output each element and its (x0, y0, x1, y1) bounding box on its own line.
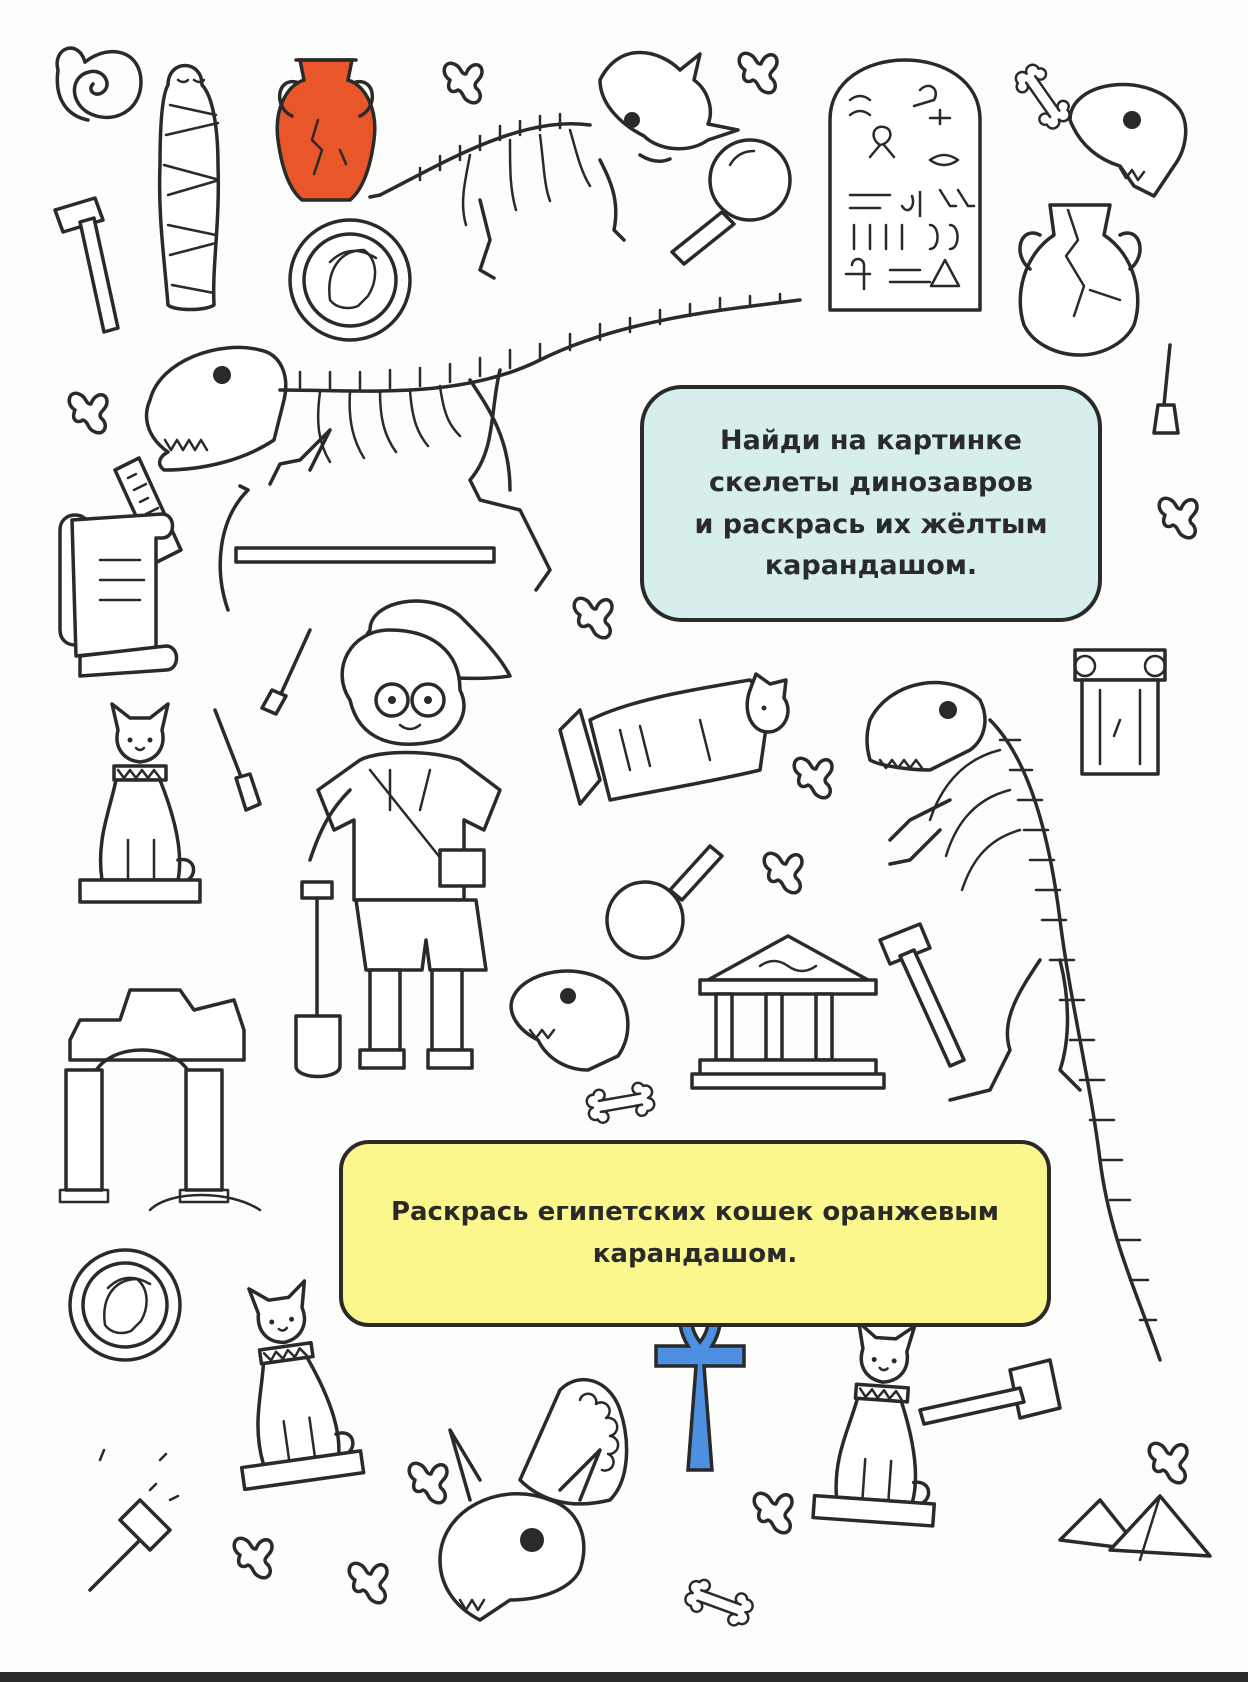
dino-skull-icon (1070, 85, 1186, 196)
hammer-icon (880, 924, 964, 1066)
archaeologist-girl-icon (310, 601, 510, 1068)
scroll-icon (60, 514, 177, 676)
instruction-box-skeletons (640, 385, 1102, 622)
greek-temple-icon (692, 936, 884, 1088)
amphora-icon (277, 60, 375, 200)
ammonite-fossil-icon (57, 48, 141, 120)
dino-skull-icon (511, 971, 628, 1070)
roman-coin-icon (70, 1250, 180, 1360)
triceratops-skull-icon (440, 1380, 627, 1620)
egyptian-cat-statue-icon (560, 674, 788, 804)
arch-ruins-icon (60, 990, 260, 1210)
broken-vase-icon (1020, 205, 1140, 355)
brush-icon (90, 1450, 178, 1590)
hieroglyph-tablet-icon (830, 60, 980, 310)
instruction-text-cats: Раскрась египетских кошек оранжевым карандашом. (390, 1196, 1000, 1269)
brush-icon (215, 710, 260, 810)
hammer-icon (55, 198, 118, 332)
egyptian-cat-statue-icon (80, 704, 200, 902)
hammer-icon (920, 1360, 1060, 1424)
mummy-icon (160, 66, 219, 310)
brush-icon (262, 630, 310, 714)
column-capital-icon (1075, 650, 1165, 774)
pickaxe-icon (220, 486, 494, 610)
page-edge (0, 1672, 1248, 1682)
shovel-icon (296, 882, 340, 1077)
magnifying-glass-icon (672, 140, 790, 264)
instruction-box-cats (339, 1140, 1051, 1327)
pyramids-icon (1060, 1496, 1210, 1560)
magnifying-glass-icon (607, 846, 722, 958)
instruction-text-skeletons: Найди на картинке скелеты динозавров и раскрась их жёлтым карандашом. (694, 424, 1048, 582)
brush-icon (1154, 345, 1178, 433)
roman-coin-icon (290, 220, 410, 340)
